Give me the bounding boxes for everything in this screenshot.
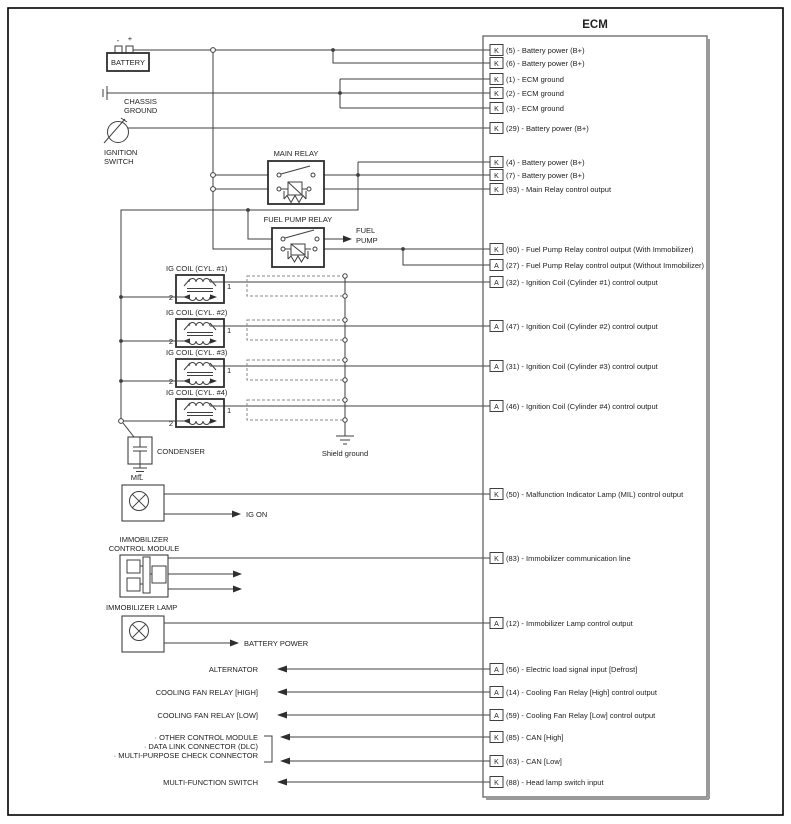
ecm-pin-k93 [483, 184, 612, 195]
svg-text:(88) - Head lamp switch input: (88) - Head lamp switch input [506, 777, 604, 787]
ecm-pin-k1 [483, 74, 564, 85]
svg-text:K: K [494, 159, 499, 167]
cooling-fan-high-arrow [277, 689, 287, 696]
battery-plus-terminal [126, 46, 133, 53]
svg-text:K: K [494, 172, 499, 180]
ecm-pin-a31 [483, 361, 659, 372]
immobilizer-control-module [109, 535, 242, 597]
immobilizer-lamp-label: IMMOBILIZER LAMP [106, 603, 178, 612]
svg-text:A: A [494, 262, 499, 270]
svg-text:K: K [494, 90, 499, 98]
ig-on-label: IG ON [246, 510, 268, 519]
immobilizer-module-label-1: IMMOBILIZER [119, 535, 169, 544]
svg-text:(29) - Battery power (B+): (29) - Battery power (B+) [506, 123, 589, 133]
svg-text:(63) - CAN [Low]: (63) - CAN [Low] [506, 756, 562, 766]
cooling-fan-high-label: COOLING FAN RELAY [HIGH] [155, 688, 258, 697]
chassis-ground-icon [103, 86, 107, 100]
battery [107, 34, 149, 71]
ecm-pin-k90 [483, 244, 694, 255]
ig-coil-4 [166, 388, 231, 428]
multi-function-switch-label: MULTI-FUNCTION SWITCH [163, 778, 258, 787]
mil-label: MIL [130, 473, 144, 482]
ecm-box [483, 36, 707, 797]
shield-box-3 [247, 360, 345, 380]
condenser [128, 437, 206, 475]
battery-plus-label: + [127, 34, 133, 43]
shield-box-1 [247, 276, 345, 296]
ecm-pin-a12 [483, 618, 634, 629]
can-bracket [264, 736, 272, 762]
svg-text:(85) - CAN [High]: (85) - CAN [High] [506, 732, 564, 742]
ig-coil-3-terminal-1: 1 [227, 366, 232, 375]
shield-ground-label: Shield ground [321, 449, 369, 458]
svg-text:A: A [494, 689, 499, 697]
svg-text:K: K [494, 60, 499, 68]
ig-coil-3-terminal-2: 2 [168, 377, 173, 386]
condenser-label: CONDENSER [157, 447, 205, 456]
ecm-pin-a59 [483, 710, 656, 721]
svg-text:A: A [494, 712, 499, 720]
can-node-2-label: · DATA LINK CONNECTOR (DLC) [143, 742, 258, 751]
chassis-ground-label-2: GROUND [124, 106, 158, 115]
svg-text:(3) - ECM ground: (3) - ECM ground [506, 103, 564, 113]
ig-on-arrow [232, 511, 241, 518]
svg-text:K: K [494, 76, 499, 84]
ig-coil-1-label: IG COIL (CYL. #1) [166, 264, 228, 273]
ig-coil-2 [166, 308, 231, 347]
battery-label: BATTERY [111, 58, 145, 67]
ig-coil-4-terminal-2: 2 [168, 419, 173, 428]
svg-text:K: K [494, 47, 499, 55]
fuel-pump-label-2: PUMP [356, 236, 378, 245]
ecm-pin-k2 [483, 88, 564, 99]
ecm-pin-k63 [483, 756, 562, 767]
svg-text:(93) - Main Relay control outp: (93) - Main Relay control output [506, 184, 612, 194]
svg-text:(47) - Ignition Coil (Cylinder: (47) - Ignition Coil (Cylinder #2) control output [506, 321, 658, 331]
svg-text:(14) - Cooling Fan Relay [High: (14) - Cooling Fan Relay [High] control output [506, 687, 657, 697]
svg-text:K: K [494, 125, 499, 133]
main-relay-label: MAIN RELAY [273, 149, 319, 158]
svg-text:(56) - Electric load signal in: (56) - Electric load signal input [Defrost] [506, 664, 638, 674]
ecm [483, 19, 709, 799]
battery-power-arrow [230, 640, 239, 647]
svg-text:(6) - Battery power (B+): (6) - Battery power (B+) [506, 58, 585, 68]
svg-text:(27) - Fuel Pump Relay control: (27) - Fuel Pump Relay control output (Without Immobilizer) [506, 260, 704, 270]
svg-text:K: K [494, 734, 499, 742]
fuel-pump-relay [264, 215, 378, 267]
svg-text:A: A [494, 666, 499, 674]
ig-coil-3 [166, 348, 231, 387]
mil-box [122, 485, 164, 521]
battery-minus-terminal [115, 46, 122, 53]
ecm-pin-a32 [483, 277, 659, 288]
fuel-pump-label-1: FUEL [356, 226, 376, 235]
main-relay [268, 149, 324, 204]
alternator-arrow [277, 666, 287, 673]
ig-coil-2-label: IG COIL (CYL. #2) [166, 308, 228, 317]
cooling-fan-low-arrow [277, 712, 287, 719]
svg-text:A: A [494, 403, 499, 411]
svg-text:K: K [494, 186, 499, 194]
ecm-pin-k83 [483, 553, 631, 564]
battery-minus-label: - [116, 36, 120, 45]
svg-text:K: K [494, 105, 499, 113]
ig-coil-2-terminal-1: 1 [227, 326, 232, 335]
ig-coil-2-terminal-2: 2 [168, 337, 173, 346]
svg-text:(7) - Battery power (B+): (7) - Battery power (B+) [506, 170, 585, 180]
can-high-arrow [280, 734, 290, 741]
svg-text:A: A [494, 323, 499, 331]
ecm-title: ECM [582, 19, 608, 31]
svg-text:K: K [494, 779, 499, 787]
ig-coil-1 [166, 264, 231, 303]
ecm-pin-k50 [483, 489, 684, 500]
svg-text:(32) - Ignition Coil (Cylinder: (32) - Ignition Coil (Cylinder #1) control output [506, 277, 658, 287]
can-low-arrow [280, 758, 290, 765]
svg-text:(12) - Immobilizer Lamp contro: (12) - Immobilizer Lamp control output [506, 618, 633, 628]
shield-box-2 [247, 320, 345, 340]
ecm-pin-k85 [483, 732, 564, 743]
svg-text:(46) - Ignition Coil (Cylinder: (46) - Ignition Coil (Cylinder #4) control output [506, 401, 658, 411]
ig-coil-1-terminal-2: 2 [168, 293, 173, 302]
multi-function-switch-arrow [277, 779, 287, 786]
bottom-rows [114, 665, 290, 787]
ignition-switch [104, 118, 137, 166]
ig-coil-3-label: IG COIL (CYL. #3) [166, 348, 228, 357]
ig-coil-4-terminal-1: 1 [227, 406, 232, 415]
battery-power-label: BATTERY POWER [244, 639, 309, 648]
ecm-pin-k7 [483, 170, 585, 181]
svg-text:A: A [494, 363, 499, 371]
ecm-pin-k6 [483, 58, 585, 69]
fuel-pump-relay-label: FUEL PUMP RELAY [263, 215, 333, 224]
immobilizer-lamp [106, 603, 309, 652]
svg-text:K: K [494, 246, 499, 254]
svg-text:K: K [494, 758, 499, 766]
chassis-ground [103, 86, 158, 115]
svg-text:K: K [494, 491, 499, 499]
ignition-switch-label-2: SWITCH [104, 157, 134, 166]
chassis-ground-label-1: CHASSIS [124, 97, 157, 106]
immobilizer-lamp-box [122, 616, 164, 652]
ecm-pin-k4 [483, 157, 585, 168]
svg-text:(1) - ECM ground: (1) - ECM ground [506, 74, 564, 84]
svg-text:(31) - Ignition Coil (Cylinder: (31) - Ignition Coil (Cylinder #3) control output [506, 361, 658, 371]
ignition-switch-icon [108, 122, 129, 143]
svg-text:(2) - ECM ground: (2) - ECM ground [506, 88, 564, 98]
alternator-label: ALTERNATOR [208, 665, 258, 674]
immobilizer-module-label-2: CONTROL MODULE [108, 544, 180, 553]
svg-text:(59) - Cooling Fan Relay [Low]: (59) - Cooling Fan Relay [Low] control output [506, 710, 656, 720]
ecm-pin-a46 [483, 401, 659, 412]
fuel-pump-arrow [343, 236, 352, 243]
ig-coil-4-label: IG COIL (CYL. #4) [166, 388, 228, 397]
ecm-pin-k5 [483, 45, 585, 56]
svg-text:(4) - Battery power (B+): (4) - Battery power (B+) [506, 157, 585, 167]
ecm-pin-k29 [483, 123, 589, 134]
shield-ground-icon [336, 436, 354, 444]
ecm-pin-k88 [483, 777, 604, 788]
ignition-switch-label-1: IGNITION [104, 148, 138, 157]
ecm-pin-a14 [483, 687, 658, 698]
svg-text:A: A [494, 279, 499, 287]
cooling-fan-low-label: COOLING FAN RELAY [LOW] [157, 711, 258, 720]
shield-box-4 [247, 400, 345, 420]
svg-text:A: A [494, 620, 499, 628]
svg-text:(83) - Immobilizer communicati: (83) - Immobilizer communication line [506, 553, 631, 563]
can-node-1-label: · OTHER CONTROL MODULE [154, 733, 258, 742]
svg-text:(50) - Malfunction Indicator L: (50) - Malfunction Indicator Lamp (MIL) control output [506, 489, 684, 499]
ecm-pin-a56 [483, 664, 637, 675]
ecm-pin-k3 [483, 103, 564, 114]
can-node-3-label: · MULTI-PURPOSE CHECK CONNECTOR [113, 751, 258, 760]
svg-text:K: K [494, 555, 499, 563]
ecm-pin-a47 [483, 321, 659, 332]
svg-text:(5) - Battery power (B+): (5) - Battery power (B+) [506, 45, 585, 55]
svg-text:(90) - Fuel Pump Relay control: (90) - Fuel Pump Relay control output (With Immobilizer) [506, 244, 694, 254]
ig-coil-1-terminal-1: 1 [227, 282, 232, 291]
ecm-pin-a27 [483, 260, 704, 271]
